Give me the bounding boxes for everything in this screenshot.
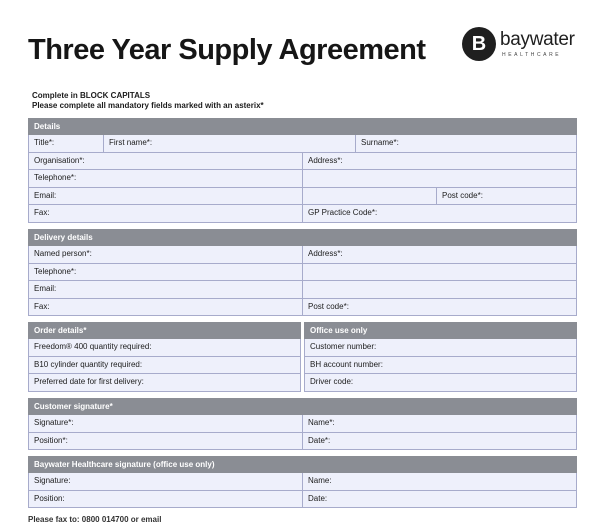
address-field[interactable]: Address*: [303, 153, 577, 171]
delivery-address-line-3-field[interactable] [303, 281, 577, 299]
customer-signature-section [28, 398, 577, 450]
telephone-field[interactable]: Telephone*: [28, 170, 303, 188]
customer-position-field[interactable]: Position*: [28, 433, 303, 451]
delivery-address-field[interactable]: Address*: [303, 246, 577, 264]
preferred-date-field[interactable]: Preferred date for first delivery: [28, 374, 301, 392]
delivery-fax-field[interactable]: Fax: [28, 299, 303, 317]
order-header: Order details* [28, 322, 301, 339]
baywater-signature-header: Baywater Healthcare signature (office use only) [28, 456, 577, 473]
logo-name: baywater [500, 29, 575, 50]
gp-practice-code-field[interactable]: GP Practice Code*: [303, 205, 577, 223]
baywater-date-field[interactable]: Date: [303, 491, 577, 509]
driver-code-field[interactable]: Driver code: [304, 374, 577, 392]
details-section [28, 118, 577, 223]
footer-contact-note: Please fax to: 0800 014700 or email [28, 515, 162, 524]
b10-quantity-field[interactable]: B10 cylinder quantity required: [28, 357, 301, 375]
office-section [304, 322, 577, 392]
baywater-position-field[interactable]: Position: [28, 491, 303, 509]
freedom-quantity-field[interactable]: Freedom® 400 quantity required: [28, 339, 301, 357]
customer-name-field[interactable]: Name*: [303, 415, 577, 433]
baywater-signature-section [28, 456, 577, 508]
post-code-field[interactable]: Post code*: [437, 188, 577, 206]
delivery-header: Delivery details [28, 229, 577, 246]
delivery-email-field[interactable]: Email: [28, 281, 303, 299]
logo-mark-icon: B [462, 27, 496, 61]
baywater-name-field[interactable]: Name: [303, 473, 577, 491]
office-header: Office use only [304, 322, 577, 339]
customer-signature-field[interactable]: Signature*: [28, 415, 303, 433]
logo-subtitle: HEALTHCARE [502, 52, 562, 58]
surname-field[interactable]: Surname*: [356, 135, 577, 153]
baywater-logo [462, 27, 582, 63]
delivery-address-line-2-field[interactable] [303, 264, 577, 282]
customer-signature-header: Customer signature* [28, 398, 577, 415]
named-person-field[interactable]: Named person*: [28, 246, 303, 264]
first-name-field[interactable]: First name*: [104, 135, 356, 153]
customer-number-field[interactable]: Customer number: [304, 339, 577, 357]
title-field[interactable]: Title*: [28, 135, 104, 153]
fax-field[interactable]: Fax: [28, 205, 303, 223]
delivery-post-code-field[interactable]: Post code*: [303, 299, 577, 317]
order-section [28, 322, 301, 392]
baywater-signature-field[interactable]: Signature: [28, 473, 303, 491]
delivery-section [28, 229, 577, 316]
organisation-field[interactable]: Organisation*: [28, 153, 303, 171]
details-header: Details [28, 118, 577, 135]
bh-account-number-field[interactable]: BH account number: [304, 357, 577, 375]
page-title: Three Year Supply Agreement [28, 34, 426, 66]
customer-date-field[interactable]: Date*: [303, 433, 577, 451]
email-field[interactable]: Email: [28, 188, 303, 206]
instruction-mandatory: Please complete all mandatory fields marked with an asterix* [32, 101, 264, 110]
address-line-2-field[interactable] [303, 170, 577, 188]
instructions [32, 91, 264, 111]
delivery-telephone-field[interactable]: Telephone*: [28, 264, 303, 282]
instruction-block-capitals: Complete in BLOCK CAPITALS [32, 91, 151, 100]
address-line-3-field[interactable] [303, 188, 437, 206]
